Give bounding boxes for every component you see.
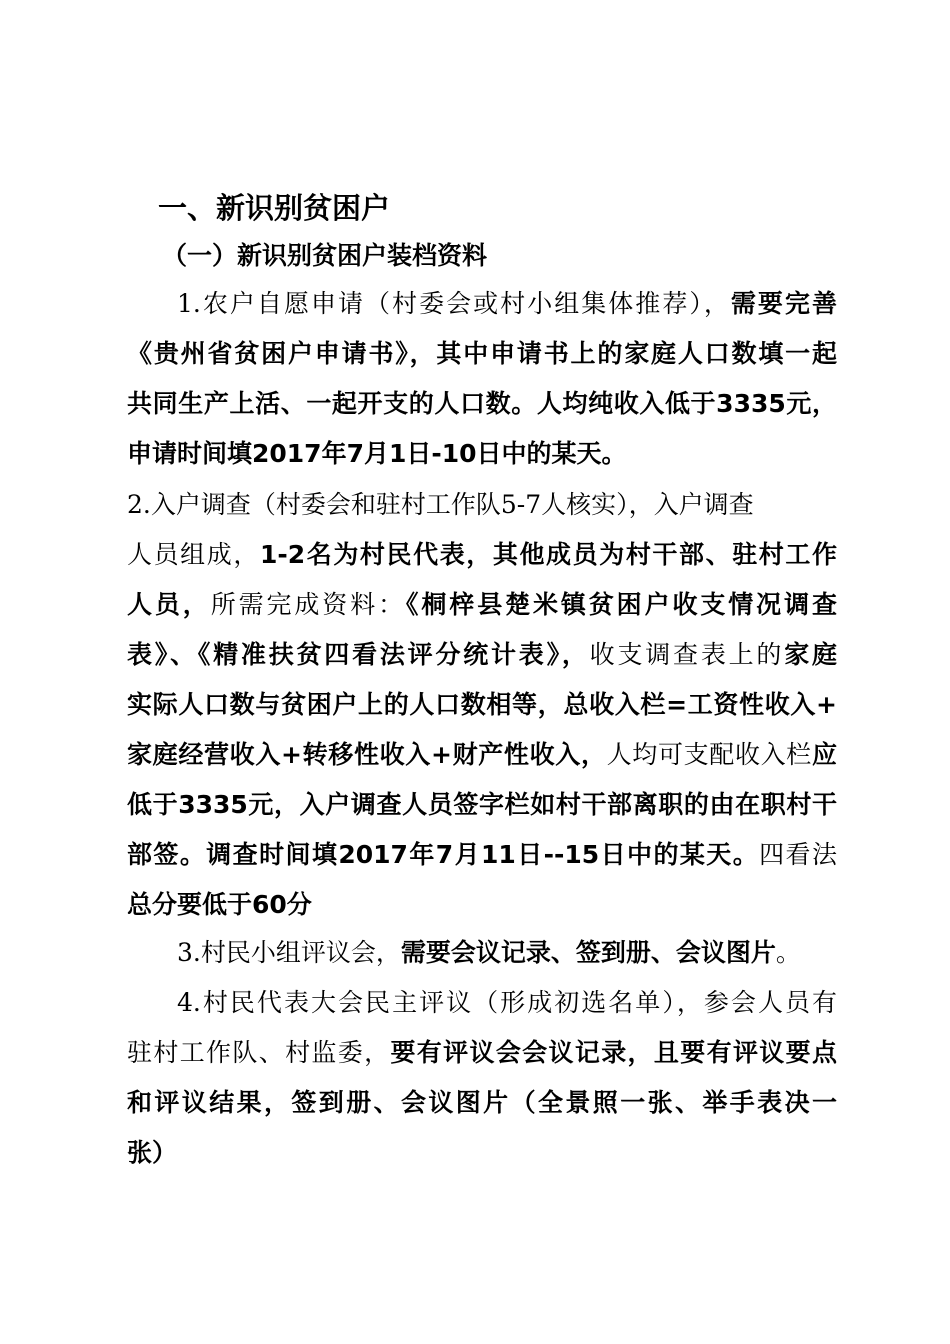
p4-line-2 [127,1036,837,1070]
p2-bold: 1-2名为村民代表，其他成员为村干部、驻村工作 [259,540,837,569]
p1-line-3: 共同生产上活、一起开支的人口数。人均纯收入低于3335元， [127,389,837,418]
p3-bold: 需要会议记录、签到册、会议图片 [400,938,776,967]
p4-text: 驻村工作队、村监委， [127,1038,391,1067]
p3-line-1 [177,936,887,970]
p2-text: 人员组成， [127,540,260,569]
p3-text: 3.村民小组评议会， [177,938,401,967]
p2-line-6 [127,738,837,772]
p4-bold: （全景照一张、举手表决一 [510,1088,837,1117]
p4-bold: 和评议结果，签到册、会议图片 [127,1088,511,1117]
p1-line-2: 《贵州省贫困户申请书》，其中申请书上的家庭人口数填一起 [127,339,837,368]
subsection-heading: （一）新识别贫困户装档资料 [162,241,488,270]
p4-line-3 [127,1086,837,1120]
p2-line-1: 2.入户调查（村委会和驻村工作队5-7人核实），入户调查 [127,490,754,519]
p2-text: 收支调查表上的 [589,640,785,669]
p2-line-4 [127,638,837,672]
p1-bold: 需要完善 [730,289,837,318]
section-heading: 一、新识别贫困户 [158,191,391,225]
p2-bold: 家庭 [784,640,837,669]
p2-text: 人均可支配收入栏 [606,740,812,769]
p2-line-5: 实际人口数与贫困户上的人口数相等，总收入栏=工资性收入+ [127,690,837,719]
p2-line-2 [127,538,837,572]
p2-bold: 应 [811,740,837,769]
p2-bold: 《桐梓县楚米镇贫困户收支情况调查 [406,590,837,619]
p2-line-9: 总分要低于60分 [127,890,312,919]
p1-line-4: 申请时间填2017年7月1日-10日中的某天。 [127,439,627,468]
p4-bold: 要有评议会会议记录，且要有评议要点 [390,1038,837,1067]
p2-line-7: 低于3335元，入户调查人员签字栏如村干部离职的由在职村干 [127,790,837,819]
p2-bold: 部签。调查时间填2017年7月11日--15日中的某天。 [127,840,760,869]
p1-text: 1.农户自愿申请（村委会或村小组集体推荐）， [177,289,731,318]
p3-text: 。 [775,938,801,967]
p2-text: 所需完成资料： [210,590,406,619]
p4-line-1: 4.村民代表大会民主评议（形成初选名单），参会人员有 [177,988,837,1017]
p2-bold: 表》、《精准扶贫四看法评分统计表》， [127,640,590,669]
p2-bold: 人员， [127,590,211,619]
p1-line-1 [177,287,837,321]
p2-text: 四看法 [759,840,837,869]
p2-bold: 家庭经营收入+转移性收入+财产性收入， [127,740,607,769]
p2-line-3 [127,588,837,622]
p2-line-8 [127,838,837,872]
p4-line-4: 张） [127,1138,178,1167]
